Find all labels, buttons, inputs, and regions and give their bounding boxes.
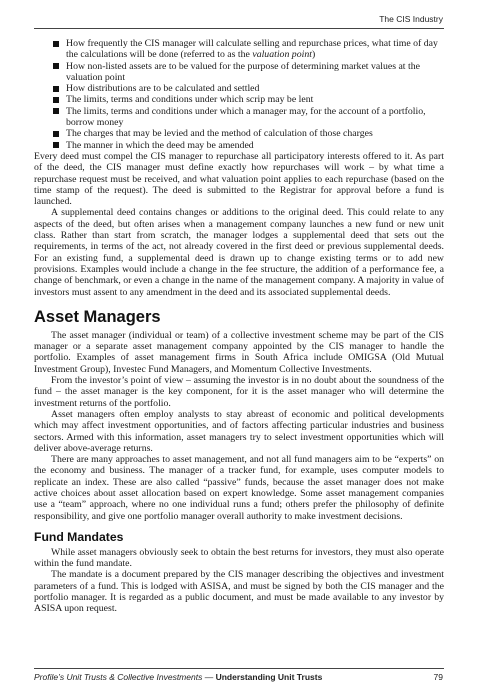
footer-book-title bbox=[34, 672, 322, 682]
bullet-item bbox=[34, 61, 444, 84]
footer-separator: — bbox=[202, 672, 216, 682]
bullet-text: How non-listed assets are to be valued for the purpose of determining market values at the valuation point bbox=[66, 60, 420, 83]
page-content bbox=[34, 38, 444, 615]
bullet-item bbox=[34, 94, 444, 105]
bullet-item bbox=[34, 106, 444, 129]
running-header: The CIS Industry bbox=[379, 14, 443, 24]
square-bullet-icon bbox=[53, 86, 59, 92]
body-paragraph: There are many approaches to asset management, and not all fund managers aim to be “experts” on the economy and business. The manager of a tracker fund, for example, uses computer models to replicate an index. These are also called “passive” funds, because the asset manager does not make active choices about asset allocation based on expert knowledge. Some asset management companies use a “team” approach, where no one individual runs a fund; others prefer the philosophy of definite responsibility, and give one portfolio manager overall authority to make investment decisions. bbox=[34, 454, 444, 522]
bullet-item bbox=[34, 128, 444, 139]
footer-subtitle-text: Understanding Unit Trusts bbox=[215, 672, 323, 682]
bullet-emphasis: valuation point bbox=[252, 49, 312, 61]
body-paragraph: From the investor’s point of view – assuming the investor is in no doubt about the soundness of the fund – the asset manager is the key component, for it is the asset manager who will determine the investment returns of the portfolio. bbox=[34, 375, 444, 409]
body-paragraph: Asset managers often employ analysts to stay abreast of economic and political developments which may affect investment opportunities, and of factors affecting particular industries and business sectors. Armed with this information, asset managers try to select investment opportunities which will deliver above-average returns. bbox=[34, 408, 444, 454]
square-bullet-icon bbox=[53, 97, 59, 103]
square-bullet-icon bbox=[53, 108, 59, 114]
footer-rule bbox=[34, 668, 444, 669]
square-bullet-icon bbox=[53, 63, 59, 69]
body-paragraph: While asset managers obviously seek to obtain the best returns for investors, they must also operate within the fund mandate. bbox=[34, 546, 444, 570]
square-bullet-icon bbox=[53, 131, 59, 137]
bullet-text: The charges that may be levied and the method of calculation of those charges bbox=[66, 128, 373, 140]
square-bullet-icon bbox=[53, 142, 59, 148]
bullet-text: The limits, terms and conditions under which a manager may, for the account of a portfolio, borrow money bbox=[66, 105, 426, 129]
section-heading-asset-managers: Asset Managers bbox=[34, 307, 161, 326]
header-rule bbox=[34, 28, 444, 29]
footer-title-text: Profile’s Unit Trusts & Collective Investments bbox=[34, 672, 203, 682]
body-paragraph: The mandate is a document prepared by the CIS manager describing the objectives and investment parameters of a fund. This is lodged with ASISA, and must be signed by both the CIS manager and the portfolio manager. It is regarded as a public document, and must be made available to any investor by ASISA upon request. bbox=[34, 569, 444, 615]
page-number: 79 bbox=[433, 672, 443, 682]
bullet-item bbox=[34, 83, 444, 94]
bullet-item bbox=[34, 38, 444, 61]
body-paragraph: The asset manager (individual or team) of a collective investment scheme may be part of the CIS manager or a separate asset management company appointed by the CIS manager to handle the portfolio. Examples of asset management firms in South Africa include OMIGSA (Old Mutual Investment Group), Investec Fund Managers, and Momentum Collective Investments. bbox=[34, 329, 444, 375]
bullet-text: How frequently the CIS manager will calculate selling and repurchase prices, what time of day the calculations will be done (referred to as the bbox=[66, 38, 438, 61]
body-paragraph: A supplemental deed contains changes or additions to the original deed. This could relate to any aspects of the deed, but often arises when a management company launches a new fund or new unit class. Rather than start from scratch, the manager lodges a supplemental deed that sets out the requirements, in terms of the act, not already covered in the first deed or previous supplemental deeds. For an existing fund, a supplemental deed is drawn up to change existing terms or to add new provisions. Examples would include a change in the fee structure, the addition of a performance fee, a change of benchmark, or even a change in the name of the management company. A majority in value of investors must assent to any amendment in the deed and its associated supplemental deeds. bbox=[34, 207, 444, 298]
body-paragraph: Every deed must compel the CIS manager to repurchase all participatory interests offered to it. As part of the deed, the CIS manager must define exactly how repurchases will work – by what time a repurchase request must be received, and what valuation point applies to each repurchase (based on the time stamp of the request). The deed is submitted to the Registrar for approval before a fund is launched. bbox=[34, 150, 444, 208]
bullet-text-end: ) bbox=[311, 49, 316, 61]
bullet-item bbox=[34, 140, 444, 151]
bullet-list bbox=[34, 38, 444, 151]
section-heading-fund-mandates: Fund Mandates bbox=[34, 529, 124, 544]
bullet-text: The manner in which the deed may be amended bbox=[66, 139, 254, 151]
bullet-text: The limits, terms and conditions under which scrip may be lent bbox=[66, 94, 314, 106]
square-bullet-icon bbox=[53, 41, 59, 47]
bullet-text: How distributions are to be calculated and settled bbox=[66, 83, 260, 95]
